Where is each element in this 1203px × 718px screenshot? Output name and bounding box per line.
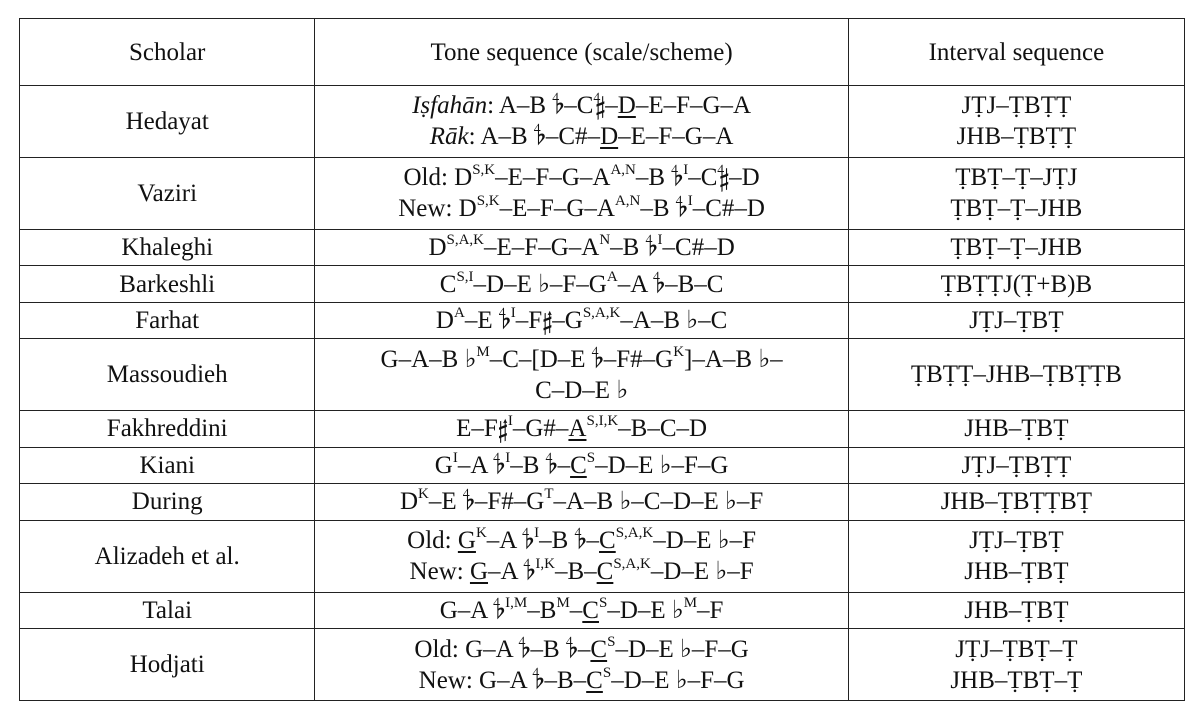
tone-superscript: A,N [614, 193, 641, 210]
tone-text: –C𝄲–D [688, 164, 760, 192]
tone-superscript: S,A,K [615, 524, 654, 541]
tone-superscript: M [683, 594, 698, 611]
tone-text: –E–F–G–A [618, 123, 734, 151]
tone-text: –B 𝄳 [610, 234, 658, 261]
tone-text: C–D–E ♭ [535, 376, 629, 404]
tone-text: –B 𝄳 [635, 164, 684, 192]
header-row [20, 19, 1185, 86]
tone-line [323, 269, 839, 300]
tone-text: –A–B ♭–C [620, 307, 728, 334]
tone-superscript: I [657, 231, 663, 248]
tone-text: New: G–A 𝄳–B– [418, 666, 587, 694]
interval-sequence-cell [848, 592, 1184, 629]
tone-text: –F𝄰–G [515, 307, 583, 334]
scholar-cell: Hodjati [20, 629, 315, 701]
tone-text: Old: G–A 𝄳–B 𝄳– [414, 635, 591, 663]
tone-superscript: S [602, 664, 612, 681]
interval-line: JHB–ṬBṬ [964, 596, 1069, 624]
interval-sequence-cell [848, 229, 1184, 266]
tone-text: –D–E ♭–F–G [595, 451, 729, 479]
tone-text: –E 𝄳–F#–G [428, 488, 545, 516]
tone-text: D [600, 123, 619, 151]
scholar-cell: Talai [20, 592, 315, 629]
interval-line: ṬBṬ–Ṭ–JṬJ [955, 164, 1078, 192]
interval-line: JHB–ṬBṬṬBṬ [940, 488, 1093, 516]
tone-line [323, 450, 839, 481]
tone-text: –A 𝄳 [457, 451, 506, 479]
scholar-cell: Hedayat [20, 86, 315, 158]
tone-superscript: S [586, 449, 596, 466]
tone-line [323, 121, 839, 152]
tone-superscript: S,K [472, 162, 496, 179]
tone-superscript: K [475, 524, 487, 541]
tone-line [323, 665, 839, 696]
tone-text: C [596, 558, 614, 586]
tone-line [323, 634, 839, 665]
interval-line: JṬJ–ṬBṬ [969, 527, 1064, 555]
interval-sequence-cell [848, 266, 1184, 303]
tone-sequence-cell [315, 592, 848, 629]
tone-text: – [569, 596, 583, 624]
tone-text: E–F𝄰 [456, 415, 508, 443]
table-row [20, 484, 1185, 521]
tone-text: G [457, 527, 476, 555]
table-row [20, 411, 1185, 448]
tone-line [323, 595, 839, 626]
tone-line [323, 193, 839, 224]
tone-line [323, 344, 839, 375]
interval-line: JHB–ṬBṬ [964, 415, 1069, 443]
tone-text: –C–[D–E 𝄳–F#–G [489, 345, 674, 373]
tone-superscript: A,N [610, 162, 636, 179]
tone-line [323, 305, 839, 336]
tone-line [323, 162, 839, 193]
interval-sequence-cell [848, 520, 1184, 592]
interval-line: JHB–ṬBṬṬ [956, 123, 1077, 151]
interval-line: ṬBṬṬJ(Ṭ+B)B [940, 270, 1093, 298]
tone-sequence-cell [315, 411, 848, 448]
tone-text: D [428, 234, 447, 261]
tone-superscript: I [683, 162, 689, 179]
tone-sequence-cell [315, 302, 848, 339]
tone-text: C [582, 596, 599, 624]
tone-text: –A 𝄳–B–C [617, 270, 724, 298]
tone-text: –E–F–G–A [484, 234, 600, 261]
tone-text: D [399, 488, 419, 516]
tone-text: C [570, 451, 587, 479]
tone-text: –E–F–G–A [635, 92, 752, 120]
table-row [20, 339, 1185, 411]
tone-superscript: T [544, 486, 554, 503]
tone-text: : A–B 𝄳–C#– [468, 123, 601, 151]
scholar-cell: Khaleghi [20, 229, 315, 266]
tone-text: –D–E ♭–F–G [611, 666, 745, 694]
tone-superscript: I [687, 193, 693, 210]
tone-text: –D–E ♭–F–G [473, 270, 607, 298]
table-row [20, 629, 1185, 701]
tone-superscript: I [507, 413, 513, 430]
table-row [20, 520, 1185, 592]
header-tone-sequence: Tone sequence (scale/scheme) [315, 19, 848, 86]
tone-superscript: S,I,K [586, 413, 619, 430]
tone-text: –A 𝄳 [486, 527, 535, 555]
tone-line [323, 556, 839, 587]
tone-text: G [469, 558, 489, 586]
tone-text: G–A 𝄳 [439, 596, 506, 624]
tone-text: C [586, 666, 603, 694]
interval-line: JṬJ–ṬBṬṬ [961, 451, 1072, 479]
tone-line [323, 486, 839, 517]
tone-superscript: I,K [535, 555, 555, 572]
interval-line: JHB–ṬBṬ–Ṭ [950, 666, 1083, 694]
interval-sequence-cell [848, 302, 1184, 339]
tone-line [323, 90, 839, 121]
tone-text: –G#– [512, 415, 569, 443]
tone-sequence-cell [315, 266, 848, 303]
interval-sequence-cell [848, 629, 1184, 701]
table-body [20, 86, 1185, 701]
tone-sequence-cell [315, 484, 848, 521]
scholar-cell: Massoudieh [20, 339, 315, 411]
tone-text: –F [697, 596, 724, 624]
tone-text: Rāk [429, 123, 469, 151]
interval-line: ṬBṬ–Ṭ–JHB [950, 234, 1083, 261]
interval-sequence-cell [848, 484, 1184, 521]
tone-superscript: S [598, 594, 608, 611]
interval-line: JHB–ṬBṬ [964, 558, 1069, 586]
tone-text: –C#–D [692, 195, 765, 223]
tone-line [323, 525, 839, 556]
interval-sequence-cell [848, 411, 1184, 448]
tone-superscript: S,A,K [446, 231, 485, 248]
tone-superscript: A [606, 268, 618, 285]
tone-text: –B [527, 596, 557, 624]
tone-text: C [439, 270, 457, 298]
table-row [20, 447, 1185, 484]
tone-text: C [590, 635, 608, 663]
interval-sequence-cell [848, 339, 1184, 411]
tone-superscript: S,A,K [582, 304, 621, 321]
tone-superscript: I,M [505, 594, 528, 611]
tone-text: –E–F–G–A [499, 195, 615, 223]
interval-line: ṬBṬṬ–JHB–ṬBṬṬB [910, 361, 1122, 389]
tone-sequence-cell [315, 86, 848, 158]
tone-text: C [599, 527, 616, 555]
tone-text: A [568, 415, 587, 443]
tone-superscript: I [452, 449, 458, 466]
tone-sequence-cell [315, 339, 848, 411]
table-row [20, 302, 1185, 339]
tone-text: Iṣfahān [412, 92, 488, 120]
tone-text: –D–E ♭ [607, 596, 684, 624]
tone-line [323, 413, 839, 444]
tone-superscript: S,I [456, 268, 474, 285]
tone-text: G–A–B ♭ [380, 345, 477, 373]
interval-sequence-cell [848, 86, 1184, 158]
scholar-cell: Farhat [20, 302, 315, 339]
tone-text: Old: D [403, 164, 473, 192]
scholar-cell: Kiani [20, 447, 315, 484]
tone-superscript: I [534, 524, 540, 541]
tone-text: –E 𝄳 [464, 307, 511, 334]
tone-superscript: A [453, 304, 465, 321]
tone-line [323, 232, 839, 263]
tone-text: –B 𝄳 [640, 195, 688, 223]
scholar-scale-table [19, 18, 1185, 701]
tone-text: D [617, 92, 636, 120]
scholar-cell: During [20, 484, 315, 521]
tone-text: : A–B 𝄳–C𝄲– [487, 92, 618, 120]
tone-superscript: S [607, 633, 616, 650]
table-row [20, 266, 1185, 303]
tone-superscript: N [599, 231, 611, 248]
scholar-cell: Barkeshli [20, 266, 315, 303]
tone-text: –D–E ♭–F [650, 558, 754, 586]
tone-text: –B–C–D [618, 415, 708, 443]
tone-text: –B 𝄳– [510, 451, 571, 479]
tone-text: New: [409, 558, 470, 586]
table-row [20, 229, 1185, 266]
tone-superscript: M [556, 594, 570, 611]
tone-text: D [435, 307, 454, 334]
scholar-cell: Alizadeh et al. [20, 520, 315, 592]
tone-sequence-cell [315, 447, 848, 484]
interval-line: ṬBṬ–Ṭ–JHB [950, 195, 1083, 223]
table-row [20, 592, 1185, 629]
tone-text: –B 𝄳– [539, 527, 600, 555]
tone-text: New: D [398, 195, 477, 223]
interval-line: JṬJ–ṬBṬ [969, 307, 1064, 334]
tone-text: Old: [407, 527, 458, 555]
tone-text: –B– [554, 558, 597, 586]
interval-line: JṬJ–ṬBṬ–Ṭ [955, 635, 1078, 663]
tone-text: ]–A–B ♭– [684, 345, 783, 373]
tone-superscript: I [505, 449, 511, 466]
tone-sequence-cell [315, 629, 848, 701]
header-interval-sequence: Interval sequence [848, 19, 1184, 86]
tone-superscript: K [673, 343, 685, 360]
interval-sequence-cell [848, 157, 1184, 229]
table-row [20, 86, 1185, 158]
tone-superscript: S,K [476, 193, 500, 210]
tone-line [323, 375, 839, 406]
tone-text: –C#–D [662, 234, 735, 261]
scholar-cell: Fakhreddini [20, 411, 315, 448]
tone-text: –D–E ♭–F–G [615, 635, 749, 663]
tone-text: –D–E ♭–F [653, 527, 757, 555]
tone-sequence-cell [315, 520, 848, 592]
interval-line: JṬJ–ṬBṬṬ [961, 92, 1072, 120]
tone-sequence-cell [315, 229, 848, 266]
tone-superscript: S,A,K [613, 555, 651, 572]
tone-superscript: I [510, 304, 516, 321]
tone-superscript: K [418, 486, 429, 503]
tone-sequence-cell [315, 157, 848, 229]
tone-text: –A 𝄳 [488, 558, 536, 586]
tone-superscript: M [476, 343, 490, 360]
tone-text: –E–F–G–A [495, 164, 611, 192]
header-scholar: Scholar [20, 19, 315, 86]
interval-sequence-cell [848, 447, 1184, 484]
scholar-cell: Vaziri [20, 157, 315, 229]
table-row [20, 157, 1185, 229]
tone-text: –A–B ♭–C–D–E ♭–F [553, 488, 764, 516]
tone-text: G [434, 451, 453, 479]
